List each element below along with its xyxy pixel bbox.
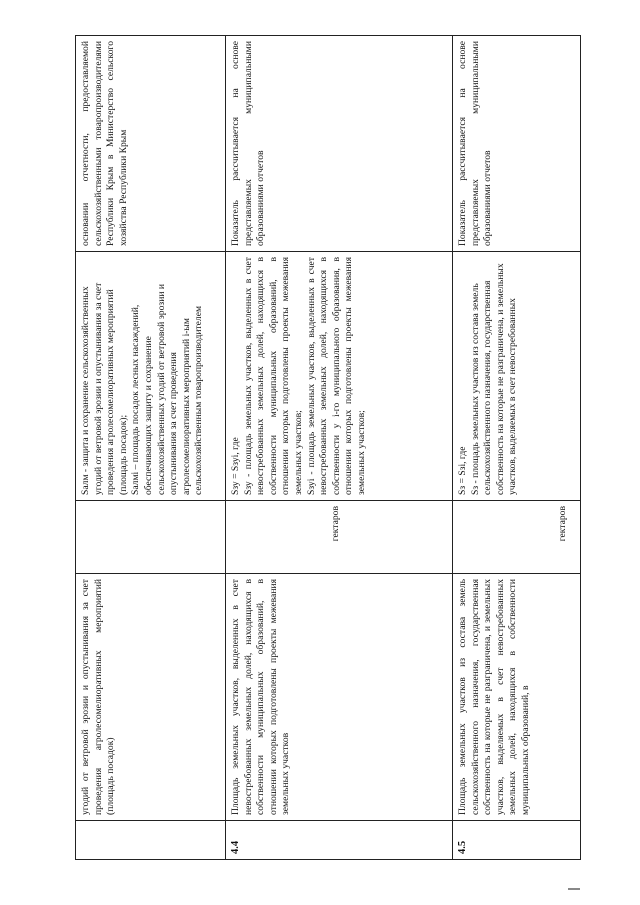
formula-cell [226,252,453,501]
formula-cell [453,252,581,501]
indicator-name: угодий от ветровой эрозии и опустынивания за счет проведения агролесомелиоративных мероприятий (площадь посадок) [76,574,226,821]
unit-cell [226,501,453,574]
formula-line: Sзу - площадь земельных участков, выделенных в счет невостребованных земельных долей, находящихся в собственности муниципальных образований, в отношении которых подготовлены проекты межевания земельных участков; [242,257,304,495]
source-cell: основании отчетности, предоставляемой сельскохозяйственными товаропроизводителями Республики Крым в Министерство сельского хозяйства Республики Крым [76,36,226,252]
row-number: 4.5 [453,821,581,860]
table-row [76,36,226,860]
unit-cell [453,501,581,574]
indicator-name: Площадь земельных участков из состава земель сельскохозяйственного назначения, государственная собственность на которые не разграничена, и земельных участков, выделяемых в счет невостребованных земельных долей, находящихся в собственности муниципальных образований, в [453,574,581,821]
source-cell: Показатель рассчитывается на основе представляемых муниципальными образованиями отчетов [226,36,453,252]
scan-speck [568,888,580,890]
row-number [76,821,226,860]
formula-line: Sалмi – площадь посадок лесных насаждений, обеспечивающих защиту и сохранение сельскохозяйственных угодий от ветровой эрозии и опустынивания за счет проведения агролесомелиоративных мероприятий i-ым сельскохозяйственным товаропроизводителем [130,284,205,495]
formula-line: Sз = Sзi, где [457,446,468,495]
indicator-name: Площадь земельных участков, выделенных в счет невостребованных земельных долей, находящихся в собственности муниципальных образований, в отношении которых подготовлены проекты межевания земельных участков [226,574,453,821]
row-number: 4.4 [226,821,453,860]
formula-line: Sз - площадь земельных участков из состава земель сельскохозяйственного назначения, государственная собственность на которые не разграничена, и земельных участков, выделяемых в счет невостребованных [469,263,519,495]
formula-line: Sзу = Sзуi, где [230,437,241,495]
rotated-table-page [75,35,580,860]
unit-label: гектаров [330,506,341,542]
formula-line: Sзуi - площадь земельных участков, выделенных в счет невостребованных земельных долей, находящихся в собственности у i-го муниципального образования, в отношении которых подготовлены проекты межевания земельных участков; [305,257,367,495]
formula-cell [76,252,226,501]
source-cell: Показатель рассчитывается на основе представляемых муниципальными образованиями отчетов [453,36,581,252]
table-row [453,36,581,860]
indicators-table [75,35,581,860]
unit-cell [76,501,226,574]
table-row [226,36,453,860]
unit-label: гектаров [557,506,568,542]
formula-line: Sалм - защита и сохранение сельскохозяйственных угодий от ветровой эрозии и опустынивания за счет проведения агролесомелиоративных мероприятий (площадь посадок); [80,282,129,495]
